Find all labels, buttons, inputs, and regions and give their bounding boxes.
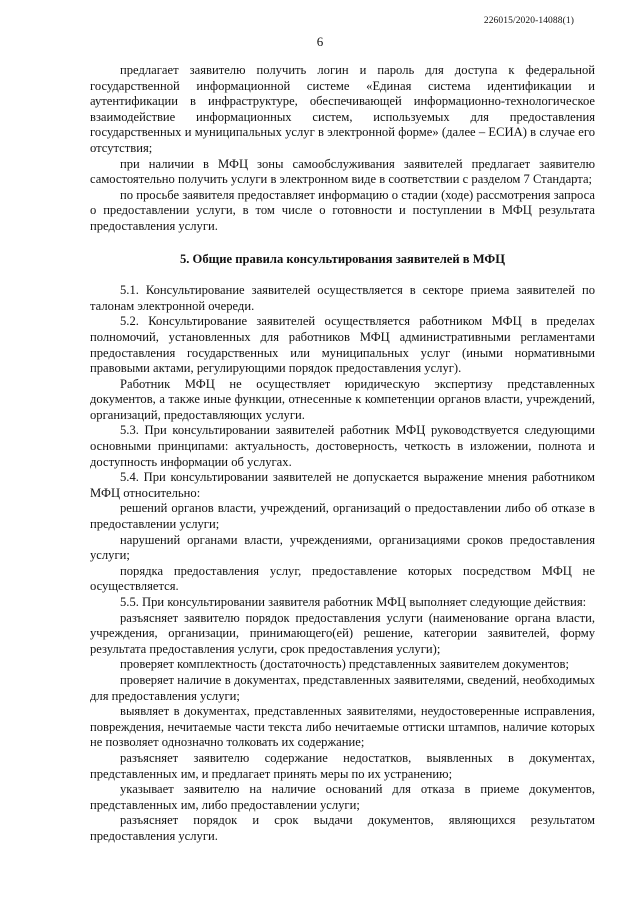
paragraph: разъясняет заявителю содержание недостатков, выявленных в документах, представленных им, и предлагает принять меры по их устранению; (90, 750, 595, 781)
paragraph: 5.4. При консультировании заявителей не допускается выражение мнения работником МФЦ относительно: (90, 470, 595, 500)
paragraph: нарушений органами власти, учреждениями, организациями сроков предоставления услуги; (90, 532, 595, 563)
paragraph: 5.3. При консультировании заявителей работник МФЦ руководствуется следующими основными принципами: актуальность, достоверность, четкость в изложении, полнота и доступность информации об услугах. (90, 423, 595, 469)
paragraph: проверяет наличие в документах, представленных заявителями, сведений, необходимых для предоставления услуги; (90, 672, 595, 703)
paragraph: разъясняет заявителю порядок предоставления услуги (наименование органа власти, учреждения, организации, принимающего(ей) решение, категории заявителей, форму результата предоставления услуги, срок предоставления услуги); (90, 610, 595, 656)
paragraph: при наличии в МФЦ зоны самообслуживания заявителей предлагает заявителю самостоятельно получить услуги в электронном виде в соответствии с разделом 7 Стандарта; (90, 156, 595, 187)
paragraph: предлагает заявителю получить логин и пароль для доступа к федеральной государственной информационной системе «Единая система идентификации и аутентификации в инфраструктуре, обеспечивающей информационно-технологическое взаимодействие информационных систем, используемых для предоставления государственных и муниципальных услуг в электронной форме» (далее – ЕСИА) в случае его отсутствия; (90, 63, 595, 155)
section-heading: 5. Общие правила консультирования заявителей в МФЦ (179, 251, 506, 266)
paragraph: по просьбе заявителя предоставляет информацию о стадии (ходе) рассмотрения запроса о предоставлении услуги, в том числе о готовности и поступлении в МФЦ результата предоставления услуги. (90, 187, 595, 233)
paragraph: порядка предоставления услуг, предоставление которых посредством МФЦ не осуществляется. (90, 563, 595, 594)
page-number: 6 (316, 34, 324, 49)
paragraph: выявляет в документах, представленных заявителями, неудостоверенные исправления, повреждения, нечитаемые части текста либо нечитаемые оттиски штампов, наличие которых не позволяет однозначно толковать их содержание; (90, 704, 595, 750)
paragraph: 5.1. Консультирование заявителей осуществляется в секторе приема заявителей по талонам электронной очереди. (90, 283, 595, 313)
paragraph: разъясняет порядок и срок выдачи документов, являющихся результатом предоставления услуги. (90, 813, 595, 843)
document-body (90, 63, 595, 845)
document-code: 226015/2020-14088(1) (483, 16, 574, 26)
paragraph: 5.5. При консультировании заявителя работник МФЦ выполняет следующие действия: (120, 595, 587, 609)
paragraph: 5.2. Консультирование заявителей осуществляется работником МФЦ в пределах полномочий, установленных для работников МФЦ административными регламентами предоставления государственных или муниципальных услуг (иными нормативными правовыми актами, регулирующими порядок предоставления услуг). (90, 314, 595, 376)
paragraph: Работник МФЦ не осуществляет юридическую экспертизу представленных документов, а также иные функции, отнесенные к компетенции органов власти, учреждений, организаций, предоставляющих услуги. (90, 376, 595, 422)
paragraph: решений органов власти, учреждений, организаций о предоставлении либо об отказе в предоставлении услуги; (90, 501, 595, 532)
paragraph: указывает заявителю на наличие оснований для отказа в приеме документов, представленных им, либо предоставлении услуги; (90, 782, 595, 812)
paragraph: проверяет комплектность (достаточность) представленных заявителем документов; (120, 657, 569, 672)
